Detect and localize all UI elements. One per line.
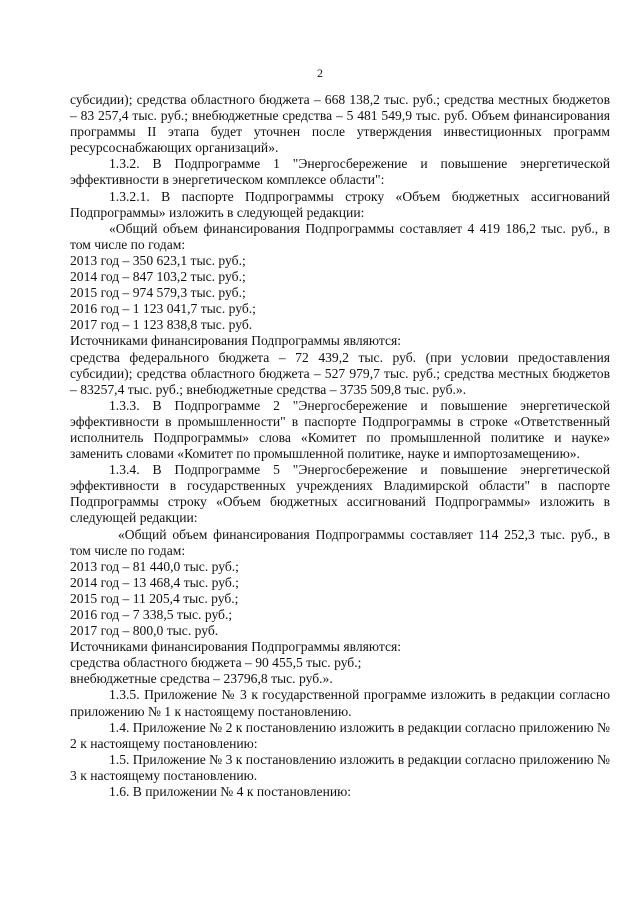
year-line-2017: 2017 год – 1 123 838,8 тыс. руб. xyxy=(70,317,253,333)
year-line-2015: 2015 год – 974 579,3 тыс. руб.; xyxy=(70,285,246,301)
paragraph-funding-continued: субсидии); средства областного бюджета – 668 138,2 тыс. руб.; средства местных бюджетов – 83 257,4 тыс. руб.; внебюджетные средства – 5 481 549,9 тыс. руб. Объем финансирования программы II этапа будет уточнен после утверждения инвестиционных программ ресурсоснабжающих организаций». xyxy=(70,92,610,156)
year-line-2016: 2016 год – 7 338,5 тыс. руб.; xyxy=(70,607,233,622)
funding-sources-heading: Источниками финансирования Подпрограммы являются: xyxy=(70,333,402,349)
year-line-2014: 2014 год – 847 103,2 тыс. руб.; xyxy=(70,269,246,285)
year-line-2017: 2017 год – 800,0 тыс. руб. xyxy=(70,623,219,639)
year-line-2016: 2016 год – 1 123 041,7 тыс. руб.; xyxy=(70,301,256,317)
year-line-2013: 2013 год – 81 440,0 тыс. руб.; xyxy=(70,558,239,574)
paragraph-subprogram1-total: «Общий объем финансирования Подпрограммы составляет 4 419 186,2 тыс. руб., в том числе по годам: xyxy=(70,220,610,252)
paragraph-subprogram5-total: «Общий объем финансирования Подпрограммы составляет 114 252,3 тыс. руб., в том числе по годам: xyxy=(70,526,610,558)
year-line-2014: 2014 год – 13 468,4 тыс. руб.; xyxy=(70,574,239,590)
paragraph-funding-sources-1: средства федерального бюджета – 72 439,2 тыс. руб. (при условии предоставления субсидии); средства областного бюджета – 527 979,7 тыс. руб.; средства местных бюджетов – 83257,4 тыс. руб.; внебюджетные средства – 3735 509,8 тыс. руб.». xyxy=(70,349,610,397)
page-number: 2 xyxy=(317,66,323,80)
paragraph-1-3-3: 1.3.3. В Подпрограмме 2 "Энергосбережение и повышение энергетической эффективности в промышленности" в паспорте Подпрограммы в строке «Ответственный исполнитель Подпрограммы» слова «Комитет по промышленной политике и науке» заменить словами «Комитет по промышленной политике, науке и импортозамещению». xyxy=(70,397,610,462)
paragraph-1-3-4: 1.3.4. В Подпрограмме 5 "Энергосбережение и повышение энергетической эффективности в государственных учреждениях Владимирской области" в паспорте Подпрограммы строку «Объем бюджетных ассигнований Подпрограммы» изложить в следующей редакции: xyxy=(70,462,610,526)
year-line-2015: 2015 год – 11 205,4 тыс. руб.; xyxy=(70,590,239,606)
year-line-2013: 2013 год – 350 623,1 тыс. руб.; xyxy=(70,252,246,268)
extrabudgetary-line: внебюджетные средства – 23796,8 тыс. руб.». xyxy=(70,671,333,687)
paragraph-1-3-5: 1.3.5. Приложение № 3 к государственной программе изложить в редакции согласно приложению № 1 к настоящему постановлению. xyxy=(70,687,610,719)
paragraph-1-6: 1.6. В приложении № 4 к постановлению: xyxy=(109,784,352,800)
paragraph-1-4: 1.4. Приложение № 2 к постановлению изложить в редакции согласно приложению № 2 к настоящему постановлению: xyxy=(70,719,610,751)
paragraph-1-3-2-1: 1.3.2.1. В паспорте Подпрограммы строку «Объем бюджетных ассигнований Подпрограммы» изложить в следующей редакции: xyxy=(70,188,610,220)
document-body xyxy=(70,92,610,800)
paragraph-1-5: 1.5. Приложение № 3 к постановлению изложить в редакции согласно приложению № 3 к настоящему постановлению. xyxy=(70,751,610,783)
funding-sources-heading: Источниками финансирования Подпрограммы являются: xyxy=(70,639,402,655)
paragraph-1-3-2: 1.3.2. В Подпрограмме 1 "Энергосбережение и повышение энергетической эффективности в энергетическом комплексе области": xyxy=(70,156,610,188)
regional-budget-line: средства областного бюджета – 90 455,5 тыс. руб.; xyxy=(70,655,362,671)
